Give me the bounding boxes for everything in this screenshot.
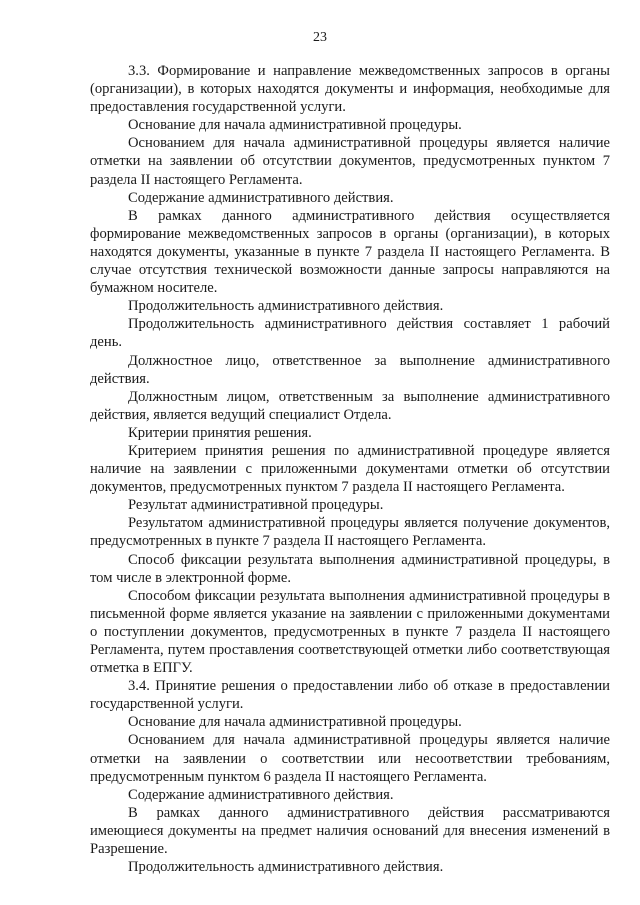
- paragraph: Основанием для начала административной процедуры является наличие отметки на заявлении о соответствии или несоответствии требованиям, предусмотренным пунктом 6 раздела II настоящего Регламента.: [90, 732, 610, 785]
- subheading-content: Содержание административного действия.: [128, 189, 394, 206]
- subheading-result: Результат административной процедуры.: [128, 497, 384, 514]
- page-number: 23: [313, 30, 327, 45]
- paragraph: Способом фиксации результата выполнения административной процедуры в письменной форме является указание на заявлении с приложенными документами о поступлении документов, предусмотренных в пункте 7 раздела II настоящего Регламента, путем проставления соответствующей отметки либо соответствующая отметка в ЕПГУ.: [90, 587, 610, 677]
- paragraph: В рамках данного административного действия рассматриваются имеющиеся документы на предмет наличия оснований для внесения изменений в Разрешение.: [90, 804, 610, 858]
- paragraph: Продолжительность административного действия составляет 1 рабочий день.: [90, 316, 610, 351]
- paragraph: Критерием принятия решения по административной процедуре является наличие на заявлении с приложенными документами отметки об отсутствии документов, предусмотренных пунктом 7 раздела II настоящего Регламента.: [90, 442, 610, 496]
- subheading-duration: Продолжительность административного действия.: [128, 859, 444, 876]
- paragraph: В рамках данного административного действия осуществляется формирование межведомственных запросов в органы (организации), в которых находятся документы, указанные в пункте 7 раздела II настоящего Регламента. В случае отсутствия технической возможности данные запросы направляются на бумажном носителе.: [90, 207, 610, 297]
- subheading-basis: Основание для начала административной процедуры.: [128, 714, 462, 731]
- paragraph: Должностным лицом, ответственным за выполнение административного действия, является ведущий специалист Отдела.: [90, 388, 610, 423]
- subheading-criteria: Критерии принятия решения.: [128, 424, 312, 441]
- paragraph: Результатом административной процедуры является получение документов, предусмотренных в пункте 7 раздела II настоящего Регламента.: [90, 515, 610, 550]
- subheading-fixation: Способ фиксации результата выполнения административной процедуры, в том числе в электронной форме.: [90, 551, 610, 586]
- section-heading-3-3: 3.3. Формирование и направление межведомственных запросов в органы (организации), в которых находятся документы и информация, необходимые для предоставления государственной услуги.: [90, 63, 610, 116]
- document-body: [90, 62, 610, 876]
- subheading-content: Содержание административного действия.: [128, 786, 394, 803]
- subheading-duration: Продолжительность административного действия.: [128, 298, 444, 315]
- section-heading-3-4: 3.4. Принятие решения о предоставлении либо об отказе в предоставлении государственной услуги.: [90, 678, 610, 713]
- subheading-responsible: Должностное лицо, ответственное за выполнение административного действия.: [90, 352, 610, 387]
- paragraph: Основанием для начала административной процедуры является наличие отметки на заявлении об отсутствии документов, предусмотренных пунктом 7 раздела II настоящего Регламента.: [90, 135, 610, 188]
- subheading-basis: Основание для начала административной процедуры.: [128, 117, 462, 134]
